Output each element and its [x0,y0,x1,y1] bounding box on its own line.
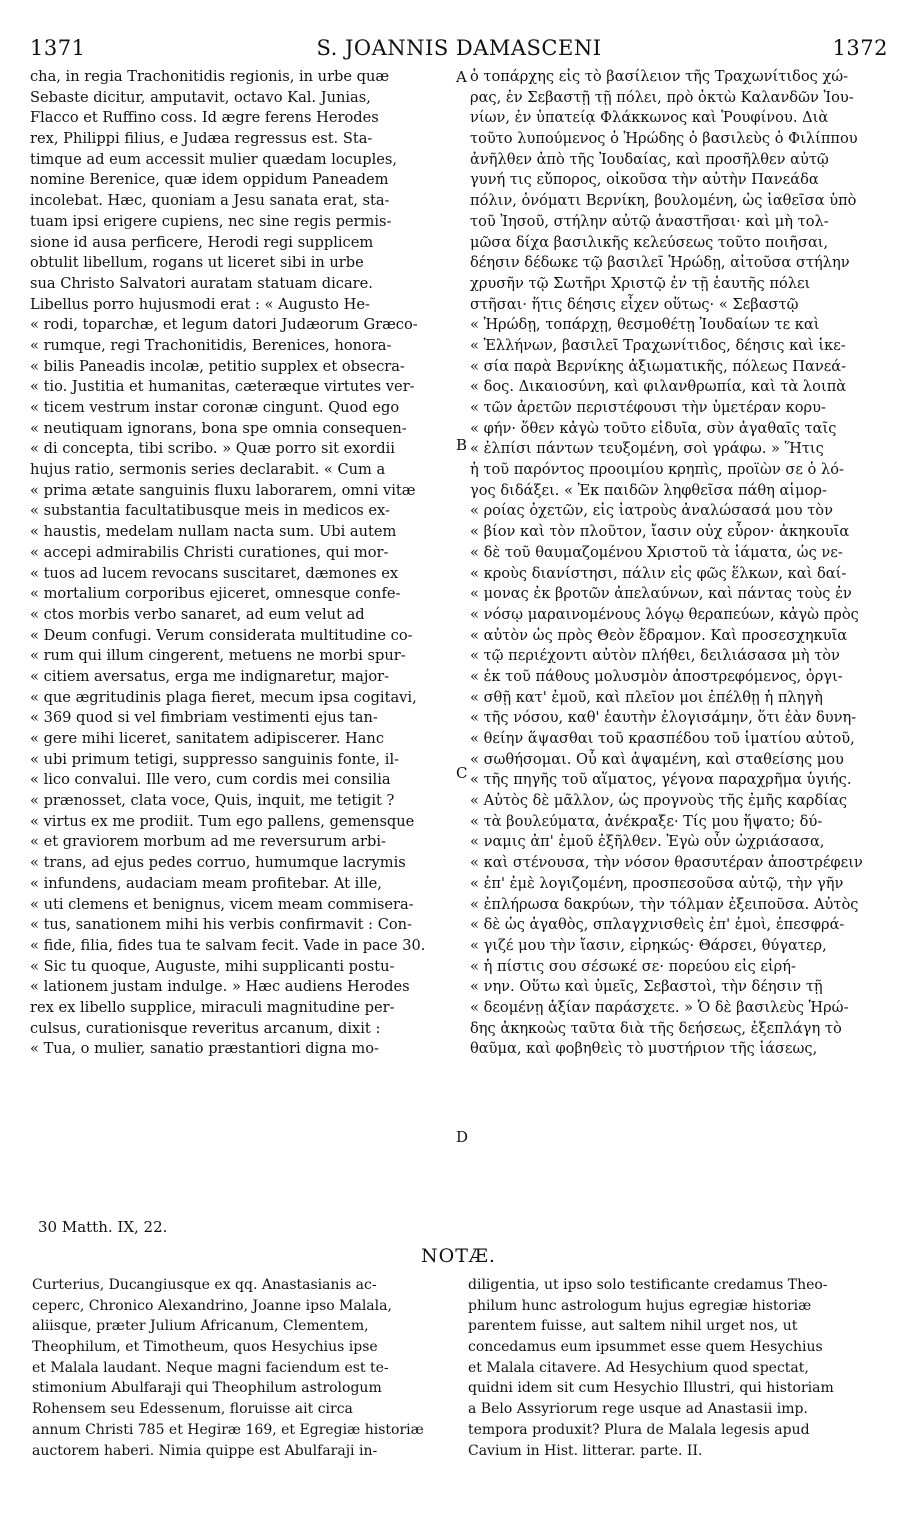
latin-text-line: « ctos morbis verbo sanaret, ad eum velut ad [30,605,365,623]
greek-text-line: « ἐπ' ἐμὲ λογιζομένη, προσπεσοῦσα αὐτῷ, τὴν γῆν [470,874,844,892]
note-line: tempora produxit? Plura de Malala legesis apud [468,1421,810,1438]
running-head-title: S. JOANNIS DAMASCENI [316,36,602,60]
greek-text-line: « ἐπλήρωσα δακρύων, τὴν τόλμαν ἐξειποῦσα. Αὐτὸς [470,895,859,913]
latin-text-line: culsus, curationisque reveritus arcanum, dixit : [30,1019,381,1037]
footnote: 30 Matth. IX, 22. [38,1218,168,1236]
note-line: et Malala citavere. Ad Hesychium quod spectat, [468,1359,809,1376]
latin-text-line: rex, Philippi filius, e Judæa regressus est. Sta- [30,130,373,148]
greek-text-line: « τῆς πηγῆς τοῦ αἵματος, γέγονα παραχρῆμα ὑγιής. [470,771,852,789]
greek-text-line: « μονας ἐκ βροτῶν ἀπελαύνων, καὶ πάντας τοὺς ἐν [470,585,852,603]
greek-text-line: « νην. Οὕτω καὶ ὑμεῖς, Σεβαστοὶ, τὴν δέησιν τῇ [470,978,823,996]
greek-text-line: « δος. Δικαιοσύνη, καὶ φιλανθρωπία, καὶ τὰ λοιπὰ [470,378,847,396]
note-line: Theophilum, et Timotheum, quos Hesychius ipse [32,1339,378,1356]
greek-text-line: ρας, ἐν Σεβαστῇ τῇ πόλει, πρὸ ὀκτὼ Καλανδῶν Ἰου- [470,88,854,106]
notes-heading: NOTÆ. [421,1245,496,1267]
latin-text-line: obtulit libellum, rogans ut liceret sibi in urbe [30,254,364,272]
note-line: annum Christi 785 et Hegiræ 169, et Egregiæ historiæ [32,1421,424,1438]
running-header [30,36,888,68]
greek-text-line: τοῦ Ἰησοῦ, στήλην αὐτῷ ἀναστῆσαι· καὶ μὴ τολ- [470,212,829,230]
greek-text-line: μῶσα δίχα βασιλικῆς κελεύσεως τοῦτο ποιῆσαι, [470,233,829,251]
greek-text-line: « νόσῳ μαραινομένους λόγῳ θεραπεύων, κἀγὼ πρὸς [470,605,859,623]
latin-text-line: « gere mihi liceret, sanitatem adipiscerer. Hanc [30,730,384,747]
latin-text-line: « Sic tu quoque, Auguste, mihi supplicanti postu- [30,957,395,975]
latin-text-line: timque ad eum accessit mulier quædam locuples, [30,150,398,168]
note-line: Cavium in Hist. litterar. parte. II. [468,1442,703,1459]
greek-text-line: « φήν· ὅθεν κἀγὼ τοῦτο εἰδυῖα, σὺν ἀγαθαῖς ταῖς [470,419,837,437]
latin-text-line: « Tua, o mulier, sanatio præstantiori digna mo- [30,1040,379,1058]
note-line: a Belo Assyriorum rege usque ad Anastasii imp. [468,1401,808,1418]
latin-text-line: « tio. Justitia et humanitas, cæteræque virtutes ver- [30,378,415,396]
greek-text-line: « δὲ ὡς ἀγαθὸς, σπλαγχνισθεὶς ἐπ' ἐμοὶ, ἐπεσφρά- [470,916,845,934]
note-line: ceperc, Chronico Alexandrino, Joanne ipso Malala, [32,1297,392,1314]
latin-text-line: « lico convalui. Ille vero, cum cordis mei consilia [30,771,391,789]
latin-text-line: Libellus porro hujusmodi erat : « Augusto He- [30,295,370,313]
latin-text-line: « neutiquam ignorans, bona spe omnia consequen- [30,419,407,437]
latin-text-line: « ubi primum tetigi, suppresso sanguinis fonte, il- [30,750,400,768]
latin-text-line: Flacco et Ruffino coss. Id ægre ferens Herodes [30,109,379,127]
greek-text-line: « τὰ βουλεύματα, ἀνέκραξε· Τίς μου ἥψατο; δύ- [470,812,823,830]
greek-text-line: « τῷ περιέχοντι αὐτὸν πλήθει, δειλιάσασα μὴ τὸν [470,647,840,665]
latin-text-line: « haustis, medelam nullam nacta sum. Ubi autem [30,523,397,541]
greek-text-line: « ἡ πίστις σου σέσωκέ σε· πορεύου εἰς εἰρή- [470,957,796,975]
latin-text-line: tuam ipsi erigere cupiens, nec sine regis permis- [30,212,392,230]
latin-text-line: incolebat. Hæc, quoniam a Jesu sanata erat, sta- [30,192,390,210]
note-line: philum hunc astrologum hujus egregiæ historiæ [468,1297,812,1314]
margin-letter-d: D [456,1128,469,1146]
latin-text-line: « di concepta, tibi scribo. » Quæ porro sit exordii [30,440,395,458]
latin-text-line: « Deum confugi. Verum considerata multitudine co- [30,626,413,644]
latin-text-line: « tus, sanationem mihi his verbis confirmavit : Con- [30,916,412,934]
greek-text-line: « σθῇ κατ' ἐμοῦ, καὶ πλεῖον μοι ἐπέλθῃ ἡ πληγὴ [470,688,823,706]
note-line: auctorem haberi. Nimia quippe est Abulfaraji in- [32,1442,378,1459]
latin-text-line: « uti clemens et benignus, vicem meam commisera- [30,895,414,913]
note-line: quidni idem sit cum Hesychio Illustri, qui historiam [468,1380,834,1397]
latin-text-line: « que ægritudinis plaga fieret, mecum ipsa cogitavi, [30,688,417,706]
note-line: Curterius, Ducangiusque ex qq. Anastasianis ac- [32,1277,377,1293]
note-line: stimonium Abulfaraji qui Theophilum astrologum [32,1380,382,1397]
greek-text-line: « γιζέ μου τὴν ἴασιν, εἰρηκώς· Θάρσει, θύγατερ, [470,936,827,954]
margin-letter-c: C [456,764,468,782]
greek-text-line: στῆσαι· ἥτις δέησις εἶχεν οὕτως· « Σεβαστῷ [470,295,799,313]
latin-text-line: « prænosset, clata voce, Quis, inquit, me tetigit ? [30,792,395,810]
notes-right-column [468,1276,888,1462]
latin-text-line: « infundens, audaciam meam profitebar. At ille, [30,874,382,892]
latin-text-line: « trans, ad ejus pedes corruo, humumque lacrymis [30,854,406,872]
greek-text-line: « Αὐτὸς δὲ μᾶλλον, ὡς προγνοὺς τῆς ἐμῆς καρδίας [470,792,848,810]
latin-text-line: « fide, filia, fides tua te salvam fecit. Vade in pace 30. [30,936,426,954]
greek-text-line: γυνή τις εὔπορος, οἰκοῦσα τὴν αὐτὴν Πανεάδα [470,171,819,189]
latin-text-line: « prima ætate sanguinis fluxu laborarem, omni vitæ [30,481,416,499]
greek-text-line: « τῆς νόσου, καθ' ἑαυτὴν ἐλογισάμην, ὅτι ἐὰν δυνη- [470,709,857,727]
latin-text-line: « lationem justam indulge. » Hæc audiens Herodes [30,978,410,996]
greek-text-line: « Ἡρώδῃ, τοπάρχῃ, θεσμοθέτῃ Ἰουδαίων τε καὶ [470,316,820,334]
latin-text-line: « rumque, regi Trachonitidis, Berenices, honora- [30,336,392,354]
latin-text-line: « rodi, toparchæ, et legum datori Judæorum Græco- [30,316,418,334]
greek-text-line: « ναμις ἀπ' ἐμοῦ ἐξῆλθεν. Ἐγὼ οὖν ὠχριάσασα, [470,833,825,851]
latin-text-line: « tuos ad lucem revocans suscitaret, dæmones ex [30,564,399,582]
latin-text-line: nomine Berenice, quæ idem oppidum Paneadem [30,171,389,189]
latin-text-line: « rum qui illum cingerent, metuens ne morbi spur- [30,647,406,665]
latin-column [30,67,466,1060]
note-line: parentem fuisse, aut saltem nihil urget nos, ut [468,1318,798,1335]
margin-letter-b: B [456,436,468,454]
greek-text-line: « δὲ τοῦ θαυμαζομένου Χριστοῦ τὰ ἰάματα, ὡς νε- [470,543,843,561]
latin-text-line: « citiem aversatus, erga me indignaretur, major- [30,667,390,685]
margin-letter-a: A [456,68,467,86]
latin-text-line: sione id ausa perficere, Herodi regi supplicem [30,233,374,251]
latin-text-line: « ticem vestrum instar coronæ cingunt. Quod ego [30,399,400,416]
greek-text-line: τοῦτο λυπούμενος ὁ Ἡρώδης ὁ βασιλεὺς ὁ Φιλίππου [470,130,858,148]
latin-text-line: « et graviorem morbum ad me reversurum arbi- [30,833,386,851]
greek-text-line: ἡ τοῦ παρόντος προοιμίου κρηπὶς, προϊὼν σε ὁ λό- [470,461,844,479]
latin-text-line: cha, in regia Trachonitidis regionis, in urbe quæ [30,68,390,85]
latin-text-line: Sebaste dicitur, amputavit, octavo Kal. Junias, [30,88,371,106]
note-line: diligentia, ut ipso solo testificante credamus Theo- [468,1277,828,1293]
latin-text-line: « substantia facultatibusque meis in medicos ex- [30,502,390,520]
greek-text-line: « σία παρὰ Βερνίκης ἀξιωματικῆς, πόλεως Πανεά- [470,357,847,375]
greek-text-line: « θείην ἅψασθαι τοῦ κρασπέδου τοῦ ἱματίου αὐτοῦ, [470,730,855,747]
greek-text-line: χρυσῆν τῷ Σωτῆρι Χριστῷ ἐν τῇ ἑαυτῆς πόλει [470,274,811,292]
greek-text-line: « ἐκ τοῦ πάθους μολυσμὸν ἀποστρεφόμενος, ὀργι- [470,667,843,685]
greek-text-line: δέησιν δέδωκε τῷ βασιλεῖ Ἡρώδῃ, αἰτοῦσα στήλην [470,254,850,272]
greek-text-line: « αὐτὸν ὡς πρὸς Θεὸν ἔδραμον. Καὶ προσεσχηκυῖα [470,626,848,644]
greek-text-line: « βίον καὶ τὸν πλοῦτον, ἴασιν οὐχ εὗρον· ἀκηκουῖα [470,523,850,541]
latin-text-line: sua Christo Salvatori auratam statuam dicare. [30,274,373,292]
latin-text-line: « mortalium corporibus ejiceret, omnesque confe- [30,585,401,603]
latin-text-line: « accepi admirabilis Christi curationes, qui mor- [30,543,389,561]
latin-text-line: « 369 quod si vel fimbriam vestimenti ejus tan- [30,709,378,727]
note-line: et Malala laudant. Neque magni faciendum est te- [32,1359,389,1376]
latin-text-line: hujus ratio, sermonis series declarabit. « Cum a [30,461,386,479]
greek-text-line: δης ἀκηκοὼς ταῦτα διὰ τῆς δεήσεως, ἐξεπλάγη τὸ [470,1019,842,1037]
greek-text-line: « δεομένῃ ἀξίαν παράσχετε. » Ὁ δὲ βασιλεὺς Ἡρώ- [470,998,849,1016]
greek-text-line: γος διδάξει. « Ἐκ παιδῶν ληφθεῖσα πάθη αἱμορ- [470,481,827,499]
latin-text-line: rex ex libello supplice, miraculi magnitudine per- [30,998,395,1016]
latin-text-line: « virtus ex me prodiit. Tum ego pallens, gemensque [30,812,415,830]
greek-text-line: « καὶ στένουσα, τὴν νόσον θρασυτέραν ἀποστρέφειν [470,854,863,872]
greek-text-line: ὁ τοπάρχης εἰς τὸ βασίλειον τῆς Τραχωνίτιδος χώ- [470,68,849,85]
note-line: aliisque, præter Julium Africanum, Clementem, [32,1318,369,1335]
note-line: Rohensem seu Edessenum, floruisse ait circa [32,1401,353,1418]
latin-text-line: « bilis Paneadis incolæ, petitio supplex et obsecra- [30,357,405,375]
greek-text-line: « Ἑλλήνων, βασιλεῖ Τραχωνίτιδος, δέησις καὶ ἱκε- [470,336,846,354]
greek-text-line: « ἐλπίσι πάντων τευξομένη, σοὶ γράφω. » Ἥτις [470,440,824,458]
greek-text-line: « ροίας ὀχετῶν, εἰς ἰατροὺς ἀναλώσασά μου τὸν [470,502,833,520]
greek-text-line: « τῶν ἀρετῶν περιστέφουσι τὴν ὑμετέραν κορυ- [470,399,826,416]
greek-column [470,67,890,1060]
notes-left-column [32,1276,457,1462]
greek-text-line: πόλιν, ὀνόματι Βερνίκη, βουλομένη, ὡς ἰαθεῖσα ὑπὸ [470,192,857,210]
greek-text-line: ἀνῆλθεν ἀπὸ τῆς Ἰουδαίας, καὶ προσῆλθεν αὐτῷ [470,150,829,168]
greek-text-line: νίων, ἐν ὑπατείᾳ Φλάκκωνος καὶ Ῥουφίνου. Διὰ [470,109,829,127]
greek-text-line: « σωθήσομαι. Οὗ καὶ ἁψαμένη, καὶ σταθείσης μου [470,750,844,768]
note-line: concedamus eum ipsummet esse quem Hesychius [468,1339,823,1356]
page-number-right: 1372 [832,36,888,60]
greek-text-line: « κροὺς διανίστησι, πάλιν εἰς φῶς ἕλκων, καὶ δαί- [470,564,847,582]
page-number-left: 1371 [30,36,86,60]
greek-text-line: θαῦμα, καὶ φοβηθεὶς τὸ μυστήριον τῆς ἰάσεως, [470,1040,818,1058]
